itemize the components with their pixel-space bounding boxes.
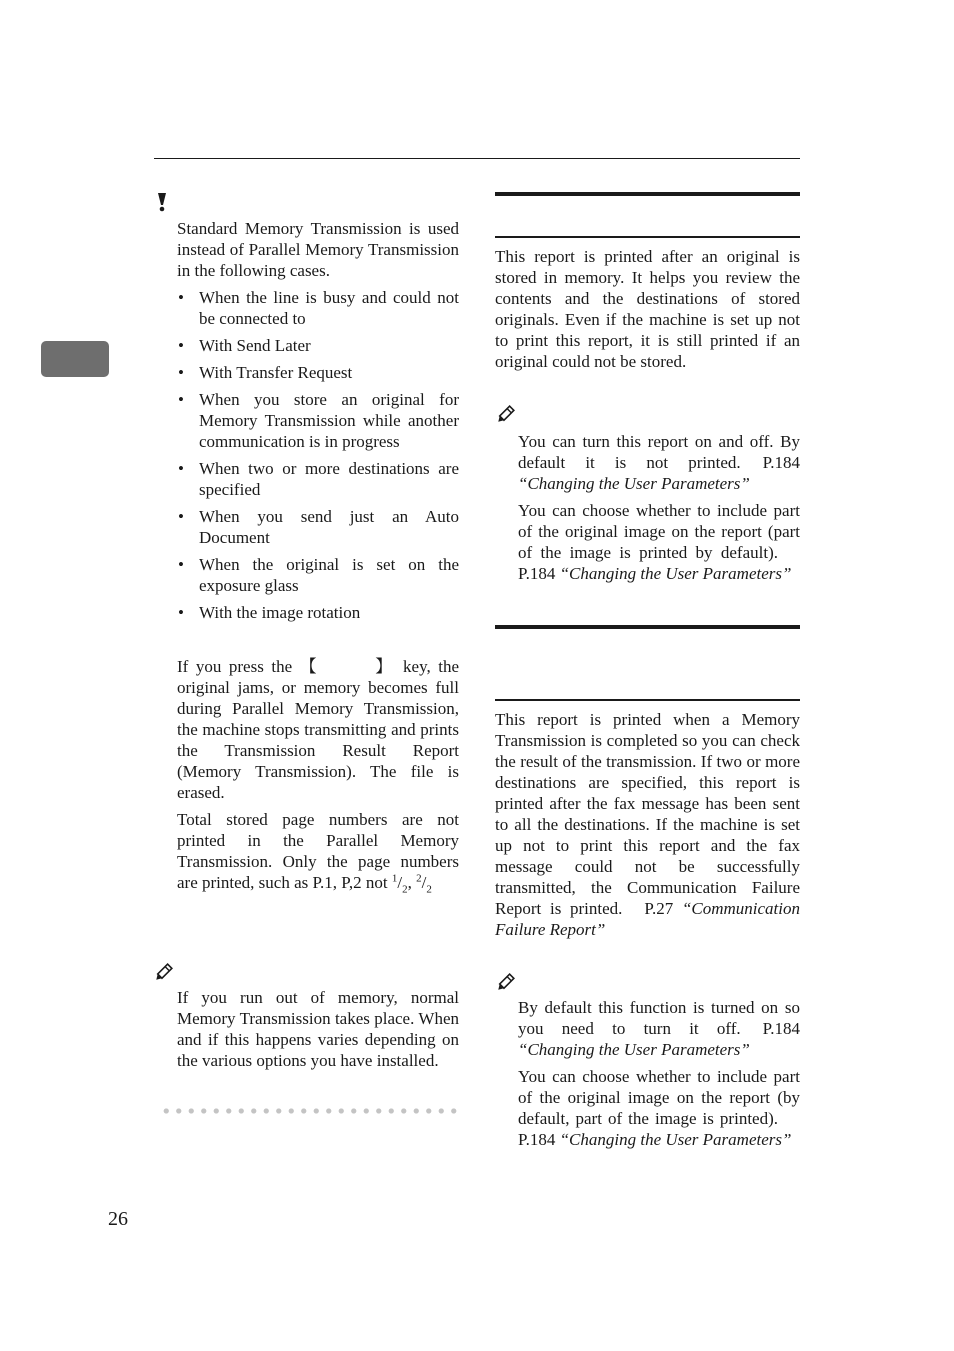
key-bracket-open: 【 <box>299 657 320 676</box>
reference-title: “Changing the User Parameters” <box>559 564 792 583</box>
bullet-icon: • <box>178 336 184 355</box>
press-key-paragraph: If you press the 【 】 key, the original jams, or memory becomes full during Parallel Memory Transmission, the machine stops transmitting and prints the Transmission Result Report (Memory Transmission). The file is erased. <box>177 657 460 802</box>
page-reference: P.27 <box>644 899 674 918</box>
reference-title: “Changing the User Parameters” <box>559 1130 792 1149</box>
note-item: You can turn this report on and off. By default it is not printed. P.184 “Changing the User Parameters” <box>518 432 800 493</box>
section-rule-bottom <box>495 236 800 238</box>
list-item: • When the line is busy and could not be connected to <box>178 288 459 328</box>
page-numbers-paragraph: Total stored page numbers are not printed in the Parallel Memory Transmission. Only the page numbers are printed, such as P.1, P,2 not $^1/_2$, $^2/_2$ <box>177 810 459 896</box>
section2-body: This report is printed when a Memory Transmission is completed so you can check the result of the transmission. If two or more destinations are specified, this report is printed after the fax message has been sent to all the destinations. If the machine is set up not to print this report and the fax message could not be successfully transmitted, the Communication Failure Report is printed. P.27 “Communication Failure Report” <box>495 710 800 939</box>
section2-notes <box>518 997 800 1156</box>
note-item: You can choose whether to include part of the original image on the report (by default, part of the image is printed).P.184 “Changing the User Parameters” <box>518 1067 800 1149</box>
section1-notes <box>518 431 800 590</box>
left-note <box>177 987 459 1077</box>
important-intro: Standard Memory Transmission is used instead of Parallel Memory Transmission in the following cases. <box>177 219 459 280</box>
list-item: • With Transfer Request <box>178 363 353 382</box>
page-reference: P.184 <box>518 1130 556 1149</box>
list-item: • When two or more destinations are specified <box>178 459 459 499</box>
page-number: 26 <box>108 1208 128 1230</box>
left-column <box>177 218 459 899</box>
list-item: • When you send just an Auto Document <box>178 507 459 547</box>
section1-body: This report is printed after an original is stored in memory. It helps you review the contents and the destinations of stored originals. Even if the machine is set up not to print this report, it is still printed if an original could not be stored. <box>495 247 800 371</box>
pencil-note-icon <box>495 973 515 993</box>
note-item: By default this function is turned on so you need to turn it off. P.184 “Changing the User Parameters” <box>518 998 800 1059</box>
note-item: You can choose whether to include part of the original image on the report (part of the image is printed by default).P.184 “Changing the User Parameters” <box>518 501 800 583</box>
reference-title: “Changing the User Parameters” <box>518 1040 750 1059</box>
spacer <box>177 629 459 656</box>
section-rule-top <box>495 625 800 629</box>
bullet-icon: • <box>178 603 184 622</box>
bullet-icon: • <box>178 390 184 409</box>
reference-title: “Changing the User Parameters” <box>518 474 750 493</box>
note-text: If you run out of memory, normal Memory Transmission takes place. When and if this happens varies depending on the various options you have installed. <box>177 988 459 1070</box>
section-rule-top <box>495 192 800 196</box>
page-reference: P.184 <box>518 564 556 583</box>
list-item: • With Send Later <box>178 336 311 355</box>
chapter-tab <box>41 341 109 377</box>
key-bracket-close: 】 <box>371 657 396 676</box>
bullet-icon: • <box>178 459 184 478</box>
pencil-note-icon <box>495 405 515 425</box>
header-rule <box>154 158 800 159</box>
important-icon <box>155 192 169 212</box>
reference-title: “Communication Failure Report” <box>495 899 800 939</box>
standard-transmission-cases <box>177 287 459 623</box>
bullet-icon: • <box>178 363 184 382</box>
page-reference: P.184 <box>762 453 800 472</box>
page-reference: P.184 <box>762 1019 800 1038</box>
bullet-icon: • <box>178 288 184 307</box>
section-rule-bottom <box>495 699 800 701</box>
dotted-divider <box>160 1106 460 1116</box>
list-item: • When the original is set on the exposure glass <box>178 555 459 595</box>
list-item: • When you store an original for Memory Transmission while another communication is in progress <box>178 390 459 451</box>
pencil-note-icon <box>153 963 173 983</box>
bullet-icon: • <box>178 507 184 526</box>
bullet-icon: • <box>178 555 184 574</box>
list-item: • With the image rotation <box>178 603 361 622</box>
